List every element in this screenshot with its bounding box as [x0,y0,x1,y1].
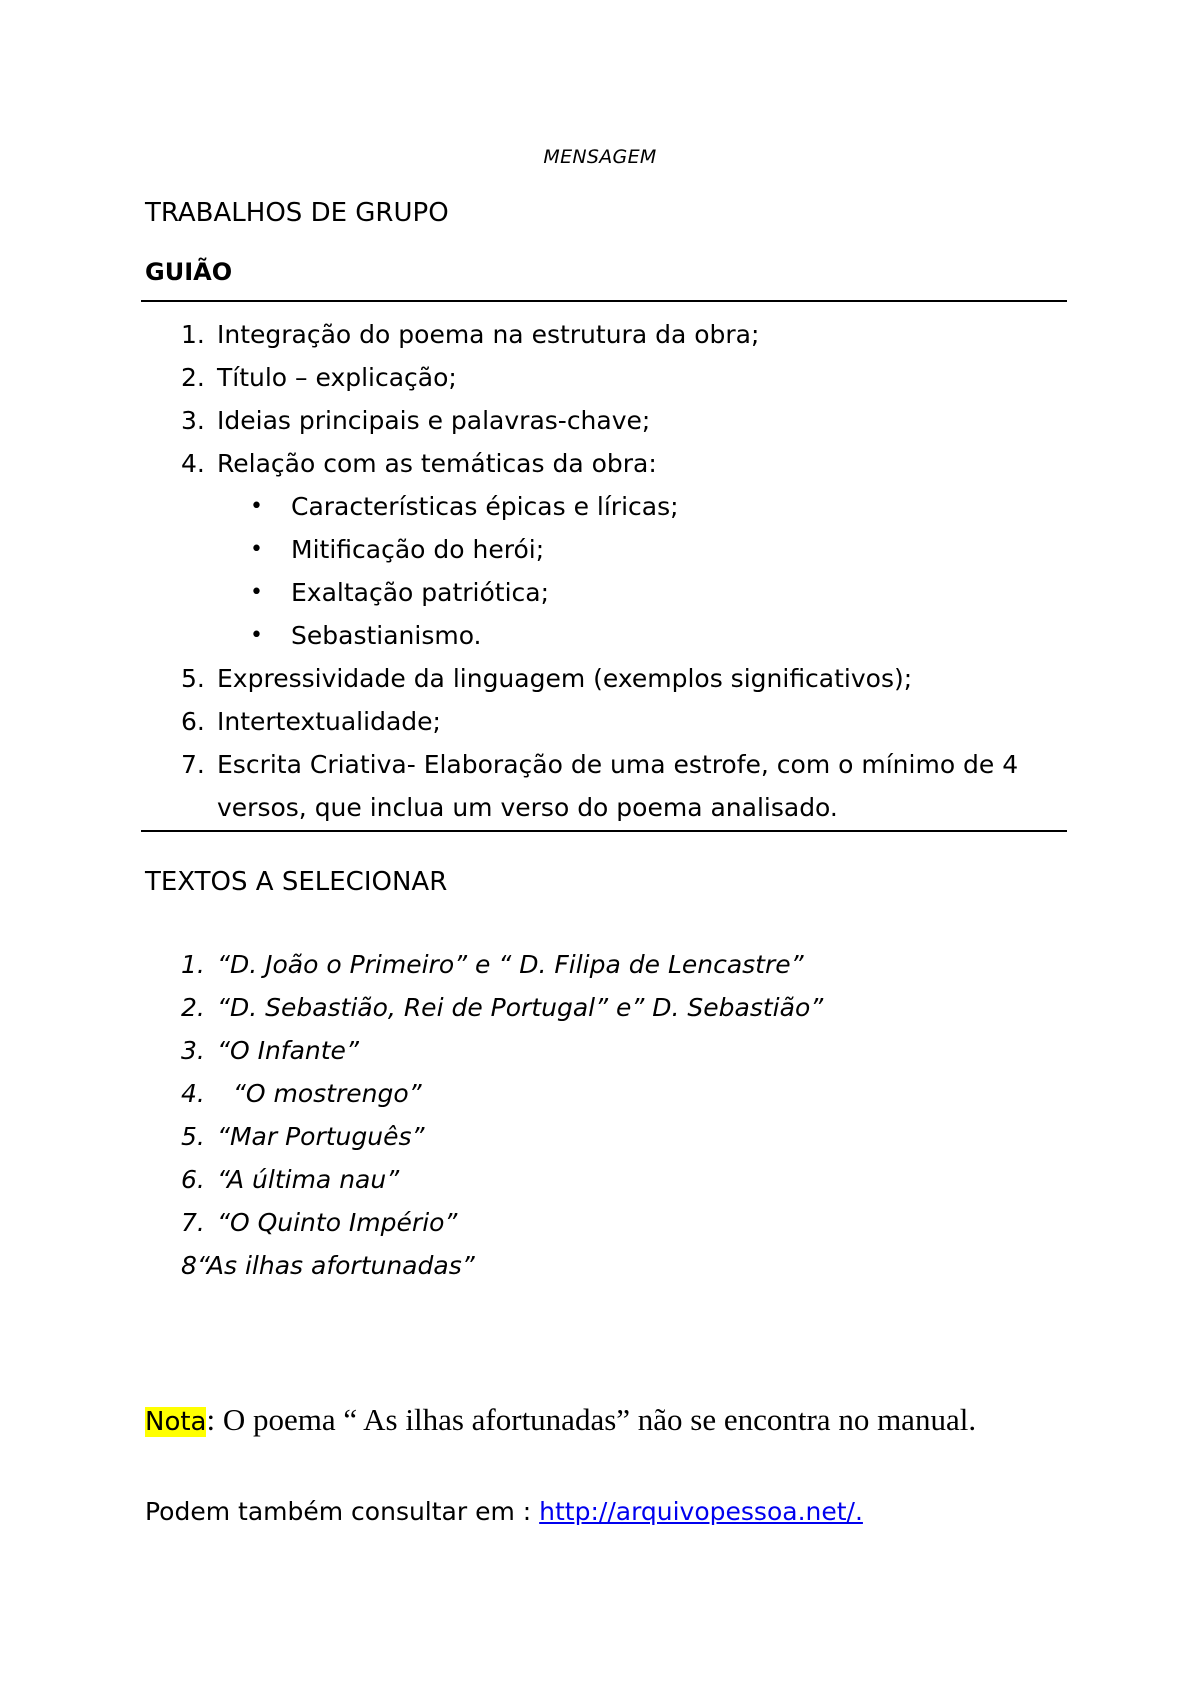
bottom-divider [141,830,1067,832]
guiao-item-text: Intertextualidade; [217,707,441,736]
arquivopessoa-link[interactable]: http://arquivopessoa.net/. [539,1497,863,1526]
bullet-icon: • [250,537,263,562]
guiao-item-text: Expressividade da linguagem (exemplos significativos); [217,664,913,693]
bullet-icon: • [250,494,263,519]
item4-bullet-list [141,485,1061,657]
note-text: : O poema “ As ilhas afortunadas” não se encontra no manual. [206,1402,977,1437]
guiao-item [141,657,1061,700]
text-item-title: “D. Sebastião, Rei de Portugal” e” D. Sebastião” [217,993,824,1022]
guiao-item-number: 2. [181,363,205,392]
guiao-item-text: Integração do poema na estrutura da obra; [217,320,760,349]
note-block [145,1398,1065,1444]
text-item-title: “D. João o Primeiro” e “ D. Filipa de Lencastre” [217,950,804,979]
text-item-number: 5. [181,1122,205,1151]
text-item-number: 1. [181,950,205,979]
guiao-item [141,356,1061,399]
bullet-item [141,571,1061,614]
text-item [141,1115,1061,1158]
guiao-item [141,399,1061,442]
bullet-item-text: Mitificação do herói; [291,535,545,564]
text-item-number: 6. [181,1165,205,1194]
bullet-item [141,614,1061,657]
text-item-number: 3. [181,1036,205,1065]
guiao-item [141,700,1061,743]
bullet-icon: • [250,580,263,605]
guiao-sublist-container [141,485,1061,657]
text-item [141,1201,1061,1244]
text-item-title: “O Infante” [217,1036,359,1065]
text-item-number: 7. [181,1208,205,1237]
guiao-item-number: 7. [181,750,205,779]
text-item [141,986,1061,1029]
text-item-title: “A última nau” [217,1165,400,1194]
guiao-list [141,313,1061,829]
guiao-item [141,743,1077,829]
text-item-title: 8“As ilhas afortunadas” [181,1251,475,1280]
text-item [141,1029,1061,1072]
text-item-number: 2. [181,993,205,1022]
text-item-title: “Mar Português” [217,1122,425,1151]
guiao-item-number: 4. [181,449,205,478]
text-item-title: “O Quinto Império” [217,1208,458,1237]
text-item-number: 4. [181,1079,205,1108]
note-label: Nota [145,1407,207,1437]
section-title-textos: TEXTOS A SELECIONAR [145,867,448,897]
text-item [141,943,1061,986]
texts-list [141,943,1061,1287]
section-title-trabalhos: TRABALHOS DE GRUPO [145,198,449,228]
text-item [141,1244,1061,1287]
guiao-item-text: Escrita Criativa- Elaboração de uma estrofe, com o mínimo de 4 versos, que inclua um verso do poema analisado. [217,750,1019,822]
consult-line [145,1497,863,1526]
document-header: MENSAGEM [543,146,657,168]
consult-text: Podem também consultar em : [145,1497,540,1526]
guiao-item-text: Relação com as temáticas da obra: [217,449,657,478]
guiao-item [141,313,1061,356]
top-divider [141,300,1067,302]
bullet-item [141,485,1061,528]
text-item [141,1072,1061,1115]
text-item [141,1158,1061,1201]
bullet-item-text: Sebastianismo. [291,621,482,650]
section-subtitle-guiao: GUIÃO [145,258,233,286]
bullet-item-text: Características épicas e líricas; [291,492,679,521]
guiao-item-text: Título – explicação; [217,363,457,392]
bullet-item-text: Exaltação patriótica; [291,578,550,607]
bullet-icon: • [250,623,263,648]
guiao-item-number: 5. [181,664,205,693]
text-item-title: “O mostrengo” [217,1079,422,1108]
guiao-item-text: Ideias principais e palavras-chave; [217,406,651,435]
guiao-item [141,442,1061,485]
guiao-item-number: 6. [181,707,205,736]
guiao-item-number: 1. [181,320,205,349]
guiao-item-number: 3. [181,406,205,435]
bullet-item [141,528,1061,571]
